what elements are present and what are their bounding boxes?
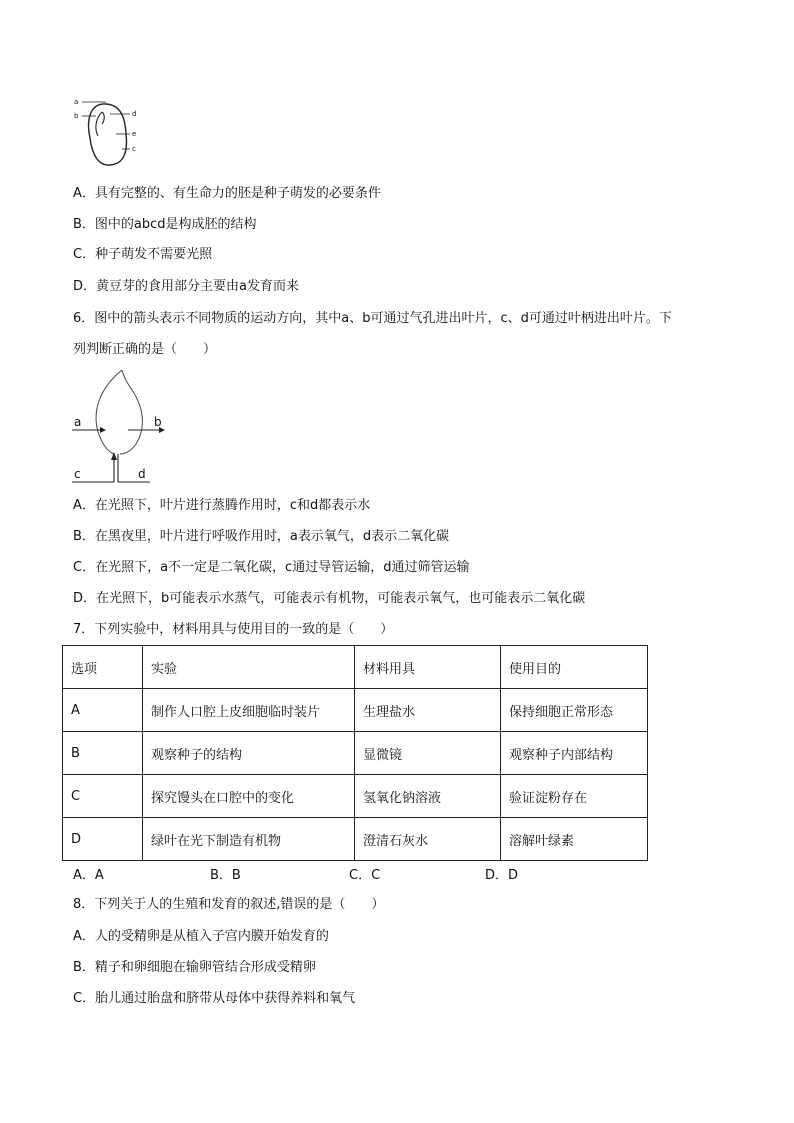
- table-cell: 溶解叶绿素: [501, 818, 648, 861]
- table-cell: C: [63, 775, 143, 818]
- table-row: [63, 775, 648, 818]
- q7-table: [62, 645, 648, 861]
- q5-option-a: A．具有完整的、有生命力的胚是种子萌发的必要条件: [73, 186, 381, 201]
- q7-option-d: D．D: [485, 868, 519, 883]
- q7-option-b: B．B: [210, 868, 241, 883]
- table-row: [63, 732, 648, 775]
- header-cell: 实验: [143, 646, 355, 689]
- table-cell: 观察种子的结构: [143, 732, 355, 775]
- q6-option-a: A．在光照下，叶片进行蒸腾作用时，c和d都表示水: [73, 498, 371, 513]
- table-cell: 保持细胞正常形态: [501, 689, 648, 732]
- q7-option-a: A．A: [73, 868, 104, 883]
- seed-label-e: e: [132, 130, 137, 138]
- header-cell: 材料用具: [355, 646, 501, 689]
- table-cell: A: [63, 689, 143, 732]
- seed-label-b: b: [74, 112, 79, 120]
- q7-option-c: C．C: [349, 868, 381, 883]
- leaf-outline: [96, 370, 142, 454]
- table-cell: 显微镜: [355, 732, 501, 775]
- seed-embryo-curve: [96, 112, 104, 136]
- table-cell: B: [63, 732, 143, 775]
- q6-option-c: C．在光照下，a不一定是二氧化碳，c通过导管运输，d通过筛管运输: [73, 560, 470, 575]
- q8-option-a: A．人的受精卵是从植入子宫内膜开始发育的: [73, 929, 329, 944]
- seed-label-d: d: [132, 110, 137, 118]
- table-row: [63, 818, 648, 861]
- header-cell: 选项: [63, 646, 143, 689]
- table-cell: 生理盐水: [355, 689, 501, 732]
- leaf-label-a: a: [74, 415, 82, 429]
- q8-option-b: B．精子和卵细胞在输卵管结合形成受精卵: [73, 960, 316, 975]
- q5-option-c: C．种子萌发不需要光照: [73, 247, 213, 262]
- leaf-label-d: d: [138, 467, 146, 481]
- q7-stem: 7．下列实验中，材料用具与使用目的一致的是（ ）: [73, 622, 394, 637]
- leaf-label-c: c: [74, 467, 81, 481]
- table-cell: 观察种子内部结构: [501, 732, 648, 775]
- q5-option-b: B．图中的abcd是构成胚的结构: [73, 217, 257, 232]
- q8-option-c: C．胎儿通过胎盘和脐带从母体中获得养料和氧气: [73, 991, 356, 1006]
- table-header-row: [63, 646, 648, 689]
- table-cell: 探究馒头在口腔中的变化: [143, 775, 355, 818]
- seed-label-c: c: [132, 145, 136, 153]
- q6-stem-line2: 列判断正确的是（ ）: [73, 342, 217, 357]
- q6-option-b: B．在黑夜里，叶片进行呼吸作用时，a表示氧气，d表示二氧化碳: [73, 529, 450, 544]
- table-cell: 氢氧化钠溶液: [355, 775, 501, 818]
- header-cell: 使用目的: [501, 646, 648, 689]
- leaf-diagram: [70, 368, 180, 490]
- table-cell: D: [63, 818, 143, 861]
- table-cell: 绿叶在光下制造有机物: [143, 818, 355, 861]
- table-cell: 制作人口腔上皮细胞临时装片: [143, 689, 355, 732]
- q6-option-d: D．在光照下，b可能表示水蒸气，可能表示有机物，可能表示氧气，也可能表示二氧化碳: [73, 591, 586, 606]
- table-cell: 澄清石灰水: [355, 818, 501, 861]
- seed-diagram: [72, 94, 144, 170]
- q6-stem-line1: 6．图中的箭头表示不同物质的运动方向，其中a、b可通过气孔进出叶片，c、d可通过叶柄进出叶片。下: [73, 311, 672, 326]
- table-row: [63, 689, 648, 732]
- seed-label-a: a: [74, 98, 79, 106]
- q5-option-d: D．黄豆芽的食用部分主要由a发育而来: [73, 279, 299, 294]
- seed-outline: [89, 104, 127, 165]
- leaf-label-b: b: [154, 415, 162, 429]
- table-cell: 验证淀粉存在: [501, 775, 648, 818]
- q8-stem: 8．下列关于人的生殖和发育的叙述,错误的是（ ）: [73, 897, 385, 912]
